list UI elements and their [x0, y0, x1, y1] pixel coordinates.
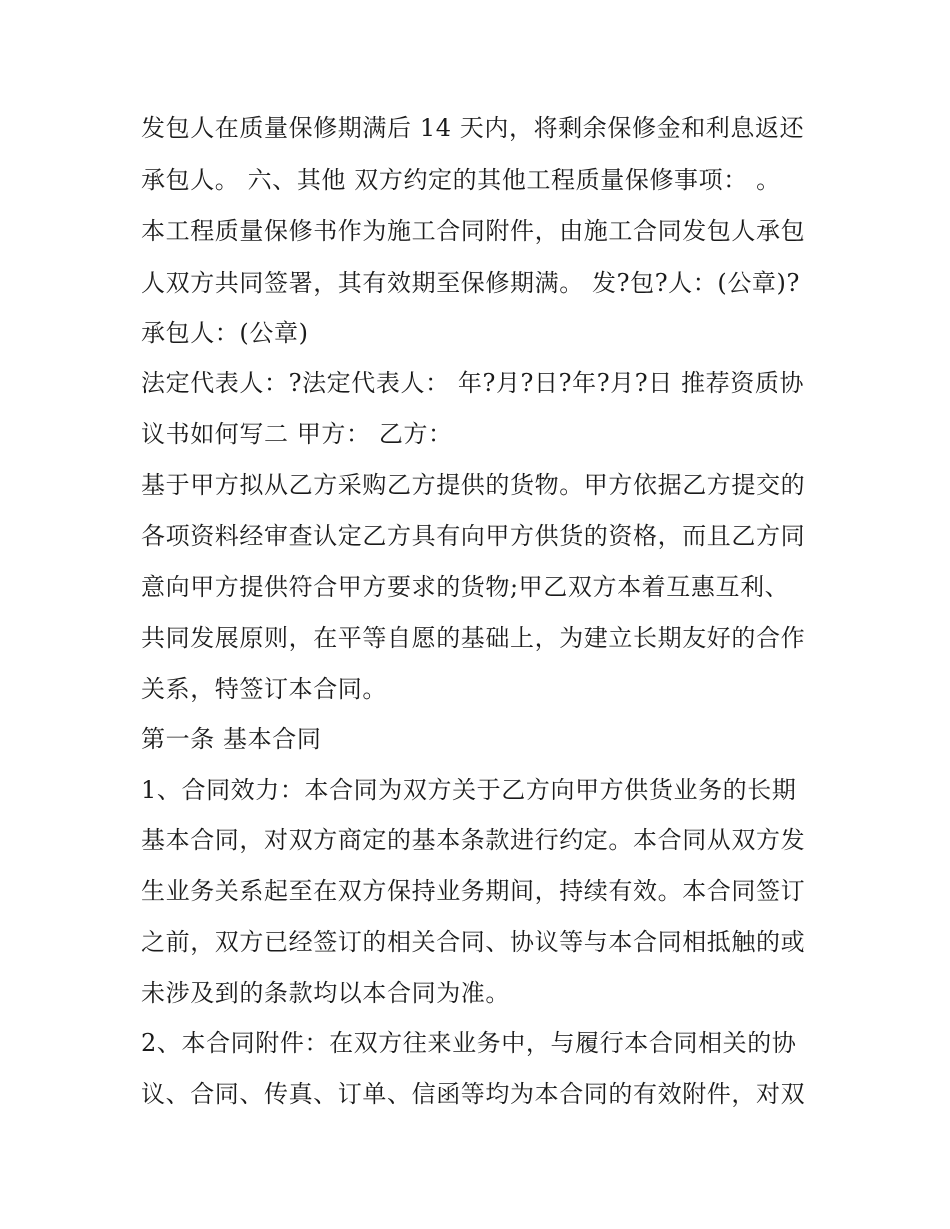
text-line: 本工程质量保修书作为施工合同附件，由施工合同发包人承包	[141, 217, 806, 245]
text-line: 1、合同效力：本合同为双方关于乙方向甲方供货业务的长期	[141, 776, 797, 804]
text-line: 承包人：(公章)	[141, 319, 309, 347]
text-line: 发包人在质量保修期满后 14 天内，将剩余保修金和利息返还	[141, 114, 805, 142]
text-line: 第一条 基本合同	[141, 725, 322, 753]
text-line: 之前，双方已经签订的相关合同、协议等与本合同相抵触的或	[141, 928, 806, 956]
text-line: 各项资料经审查认定乙方具有向甲方供货的资格，而且乙方同	[141, 522, 806, 550]
text-line: 议书如何写二 甲方： 乙方：	[141, 420, 453, 448]
text-line: 生业务关系起至在双方保持业务期间，持续有效。本合同签订	[141, 877, 806, 905]
text-line: 共同发展原则，在平等自愿的基础上，为建立长期友好的合作	[141, 624, 806, 652]
text-line: 基于甲方拟从乙方采购乙方提供的货物。甲方依据乙方提交的	[141, 471, 806, 499]
text-line: 议、合同、传真、订单、信函等均为本合同的有效附件，对双	[141, 1080, 806, 1108]
text-line: 承包人。 六、其他 双方约定的其他工程质量保修事项： 。	[141, 166, 781, 194]
text-line: 意向甲方提供符合甲方要求的货物;甲乙双方本着互惠互利、	[141, 573, 790, 601]
text-line: 基本合同，对双方商定的基本条款进行约定。本合同从双方发	[141, 826, 806, 854]
text-line: 2、本合同附件：在双方往来业务中，与履行本合同相关的协	[141, 1029, 797, 1057]
text-line: 法定代表人：?法定代表人： 年?月?日?年?月?日 推荐资质协	[141, 369, 805, 397]
text-line: 未涉及到的条款均以本合同为准。	[141, 979, 510, 1007]
text-line: 关系，特签订本合同。	[141, 675, 387, 703]
text-line: 人双方共同签署，其有效期至保修期满。 发?包?人：(公章)?	[141, 269, 800, 297]
